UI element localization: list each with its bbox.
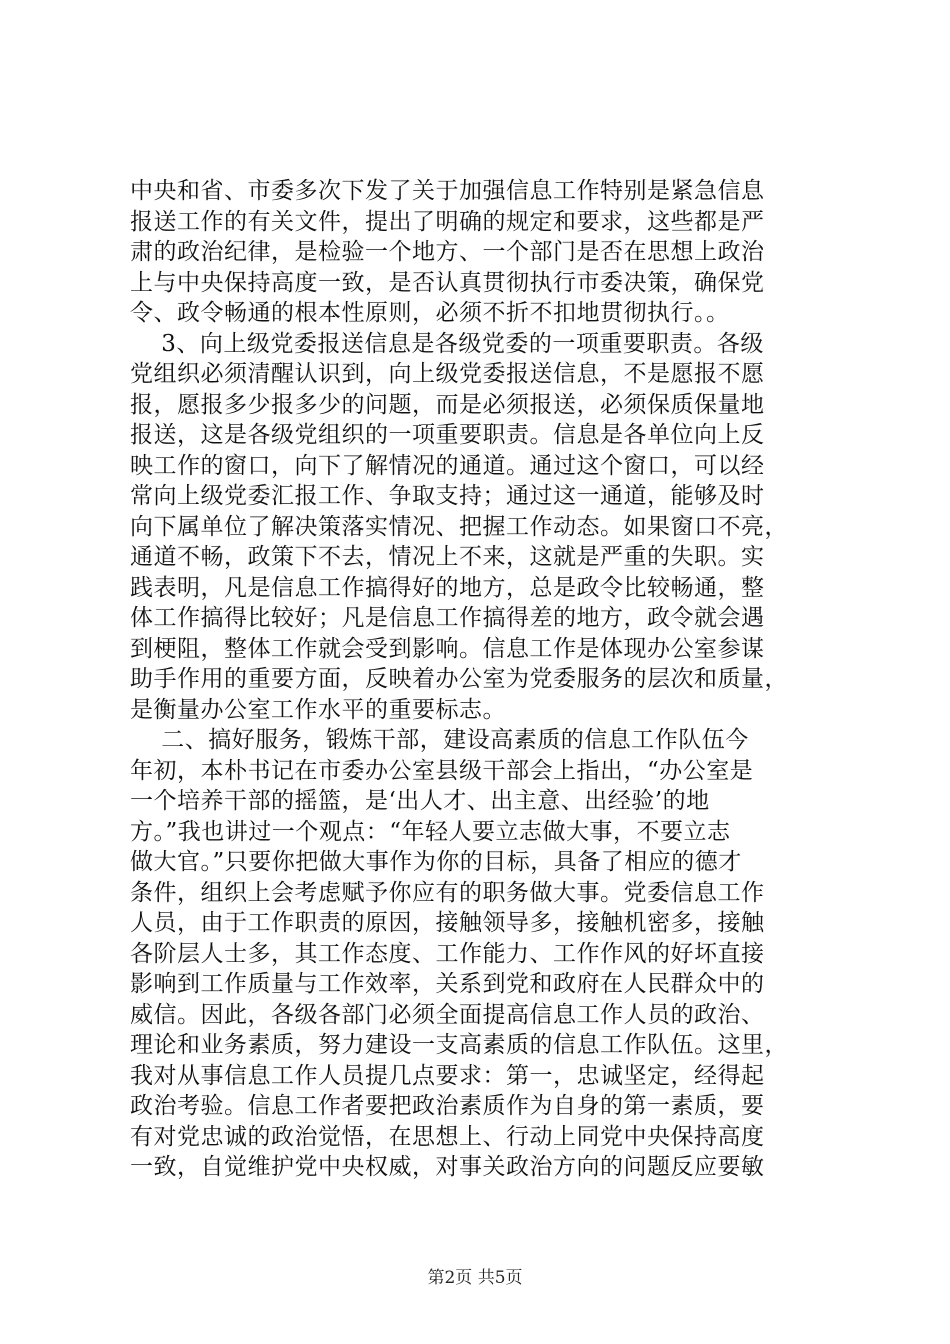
text-line: 二、搞好服务，锻炼干部，建设高素质的信息工作队伍今 <box>130 727 749 753</box>
text-line: 方。”我也讲过一个观点：“年轻人要立志做大事，不要立志 <box>130 818 731 845</box>
text-line: 人员，由于工作职责的原因，接触领导多，接触机密多，接触 <box>130 910 765 936</box>
text-line: 通道不畅，政策下不去，情况上不来，这就是严重的失职。实 <box>130 544 765 570</box>
text-line: 报送，这是各级党组织的一项重要职责。信息是各单位向上反 <box>130 422 765 448</box>
text-line: 影响到工作质量与工作效率，关系到党和政府在人民群众中的 <box>130 971 765 997</box>
text-line: 政治考验。信息工作者要把政治素质作为自身的第一素质，要 <box>130 1093 765 1119</box>
text-line: 党组织必须清醒认识到，向上级党委报送信息，不是愿报不愿 <box>130 361 765 387</box>
text-line: 报送工作的有关文件，提出了明确的规定和要求，这些都是严 <box>130 208 765 235</box>
text-line: 一致，自觉维护党中央权威，对事关政治方向的问题反应要敏 <box>130 1154 765 1180</box>
text-line: 肃的政治纪律，是检验一个地方、一个部门是否在思想上政治 <box>130 239 765 265</box>
text-line: 条件，组织上会考虑赋予你应有的职务做大事。党委信息工作 <box>130 879 765 906</box>
text-line: 我对从事信息工作人员提几点要求：第一，忠诚坚定，经得起 <box>130 1062 765 1089</box>
text-line: 各阶层人士多，其工作态度、工作能力、工作作风的好坏直接 <box>130 940 765 967</box>
text-line: 上与中央保持高度一致，是否认真贯彻执行市委决策，确保党 <box>130 269 765 296</box>
text-line: 践表明，凡是信息工作搞得好的地方，总是政令比较畅通，整 <box>130 574 765 601</box>
page-footer: 第2页 共5页 <box>427 1268 523 1288</box>
text-line: 助手作用的重要方面，反映着办公室为党委服务的层次和质量， <box>130 666 788 692</box>
text-line: 3、向上级党委报送信息是各级党委的一项重要职责。各级 <box>130 330 764 357</box>
text-line: 映工作的窗口，向下了解情况的通道。通过这个窗口，可以经 <box>130 452 765 479</box>
text-line: 做大官。”只要你把做大事作为你的目标，具备了相应的德才 <box>130 849 742 875</box>
text-line: 令、政令畅通的根本性原则，必须不折不扣地贯彻执行。。 <box>130 300 730 326</box>
text-line: 报，愿报多少报多少的问题，而是必须报送，必须保质保量地 <box>130 391 765 418</box>
text-line: 体工作搞得比较好；凡是信息工作搞得差的地方，政令就会遇 <box>130 605 765 631</box>
text-line: 一个培养干部的摇篮，是‘出人才、出主意、出经验’的地 <box>130 788 710 814</box>
text-line: 中央和省、市委多次下发了关于加强信息工作特别是紧急信息 <box>130 178 765 204</box>
text-line: 常向上级党委汇报工作、争取支持；通过这一通道，能够及时 <box>130 483 765 509</box>
text-line: 理论和业务素质，努力建设一支高素质的信息工作队伍。这里， <box>130 1032 788 1058</box>
text-line: 向下属单位了解决策落实情况、把握工作动态。如果窗口不亮， <box>130 513 788 540</box>
text-line: 到梗阻，整体工作就会受到影响。信息工作是体现办公室参谋 <box>130 635 765 662</box>
text-line: 威信。因此，各级各部门必须全面提高信息工作人员的政治、 <box>130 1001 765 1028</box>
text-line: 有对党忠诚的政治觉悟，在思想上、行动上同党中央保持高度 <box>130 1123 765 1150</box>
text-line: 年初，本朴书记在市委办公室县级干部会上指出，“办公室是 <box>130 757 754 784</box>
text-line: 是衡量办公室工作水平的重要标志。 <box>130 696 506 723</box>
body-text <box>130 176 842 1183</box>
